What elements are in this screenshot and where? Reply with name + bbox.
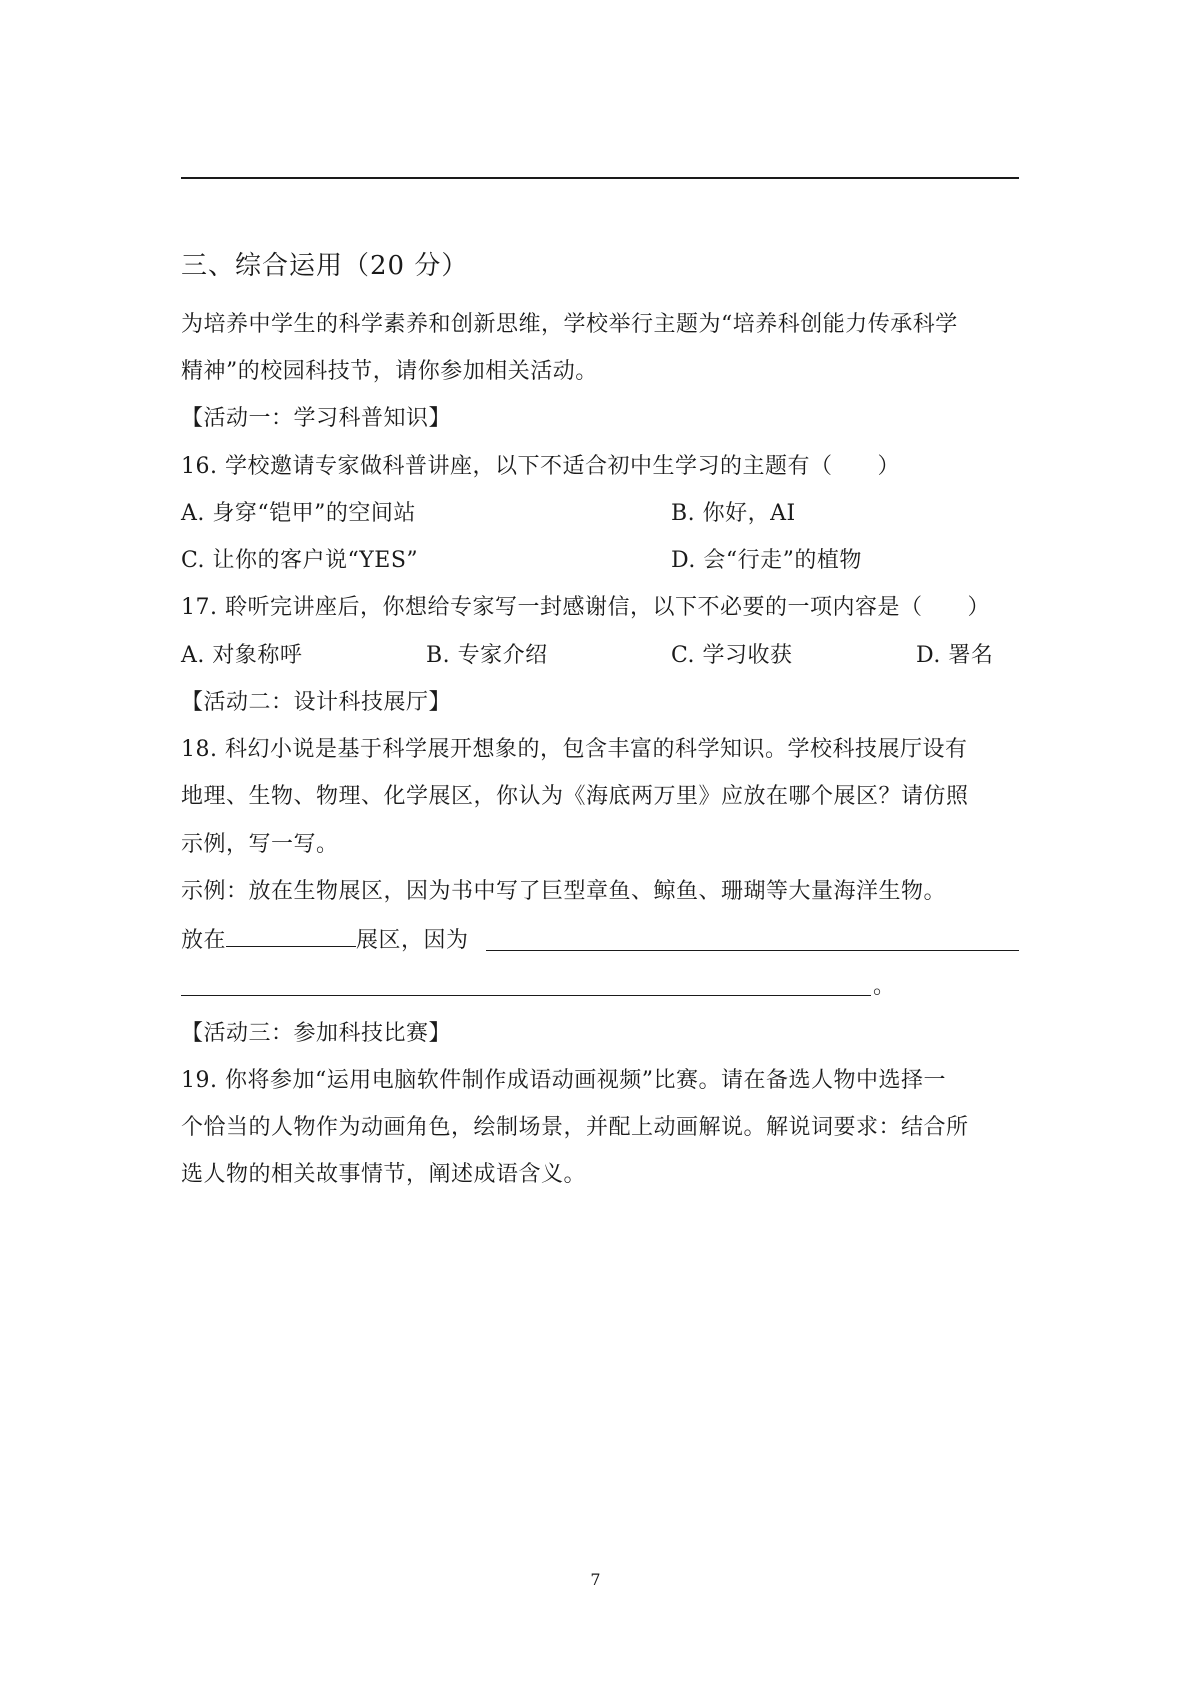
section-heading: 三、综合运用（20 分）: [181, 251, 469, 281]
question-18-line-1: 18. 科幻小说是基于科学展开想象的，包含丰富的科学知识。学校科技展厅设有: [181, 737, 968, 762]
question-17-option-b: B. 专家介绍: [426, 643, 548, 668]
question-19-line-3: 选人物的相关故事情节，阐述成语含义。: [181, 1162, 587, 1187]
reason-blank-2[interactable]: [181, 995, 871, 996]
question-17-option-c: C. 学习收获: [671, 643, 793, 668]
intro-line-2: 精神”的校园科技节，请你参加相关活动。: [181, 359, 598, 384]
question-17-option-a: A. 对象称呼: [181, 643, 303, 668]
intro-line-1: 为培养中学生的科学素养和创新思维，学校举行主题为“培养科创能力传承科学: [181, 312, 958, 337]
question-18-answer-line: [181, 924, 469, 956]
question-17-option-d: D. 署名: [916, 643, 994, 668]
exhibit-zone-blank[interactable]: [226, 924, 356, 947]
question-19-line-1: 19. 你将参加“运用电脑软件制作成语动画视频”比赛。请在备选人物中选择一: [181, 1068, 946, 1093]
answer-end-period: 。: [873, 974, 896, 999]
question-18-line-2: 地理、生物、物理、化学展区，你认为《海底两万里》应放在哪个展区？请仿照: [181, 784, 969, 809]
reason-blank-1[interactable]: [486, 950, 1019, 951]
answer-middle: 展区，因为: [356, 928, 469, 953]
question-18-example: 示例：放在生物展区，因为书中写了巨型章鱼、鲸鱼、珊瑚等大量海洋生物。: [181, 879, 947, 904]
question-16-option-a: A. 身穿“铠甲”的空间站: [181, 501, 416, 526]
answer-prefix: 放在: [181, 928, 227, 953]
question-16-stem: 16. 学校邀请专家做科普讲座，以下不适合初中生学习的主题有（ ）: [181, 454, 900, 479]
question-16-option-b: B. 你好，AI: [671, 501, 796, 526]
activity-3-title: 【活动三：参加科技比赛】: [181, 1021, 452, 1046]
activity-2-title: 【活动二：设计科技展厅】: [181, 690, 452, 715]
question-18-line-3: 示例，写一写。: [181, 832, 339, 857]
top-rule: [181, 177, 1019, 179]
question-16-option-d: D. 会“行走”的植物: [671, 548, 862, 573]
page-number: 7: [590, 1570, 601, 1589]
question-19-line-2: 个恰当的人物作为动画角色，绘制场景，并配上动画解说。解说词要求：结合所: [181, 1115, 969, 1140]
question-16-option-c: C. 让你的客户说“YES”: [181, 548, 419, 573]
activity-1-title: 【活动一：学习科普知识】: [181, 406, 452, 431]
question-17-stem: 17. 聆听完讲座后，你想给专家写一封感谢信，以下不必要的一项内容是（ ）: [181, 595, 990, 620]
